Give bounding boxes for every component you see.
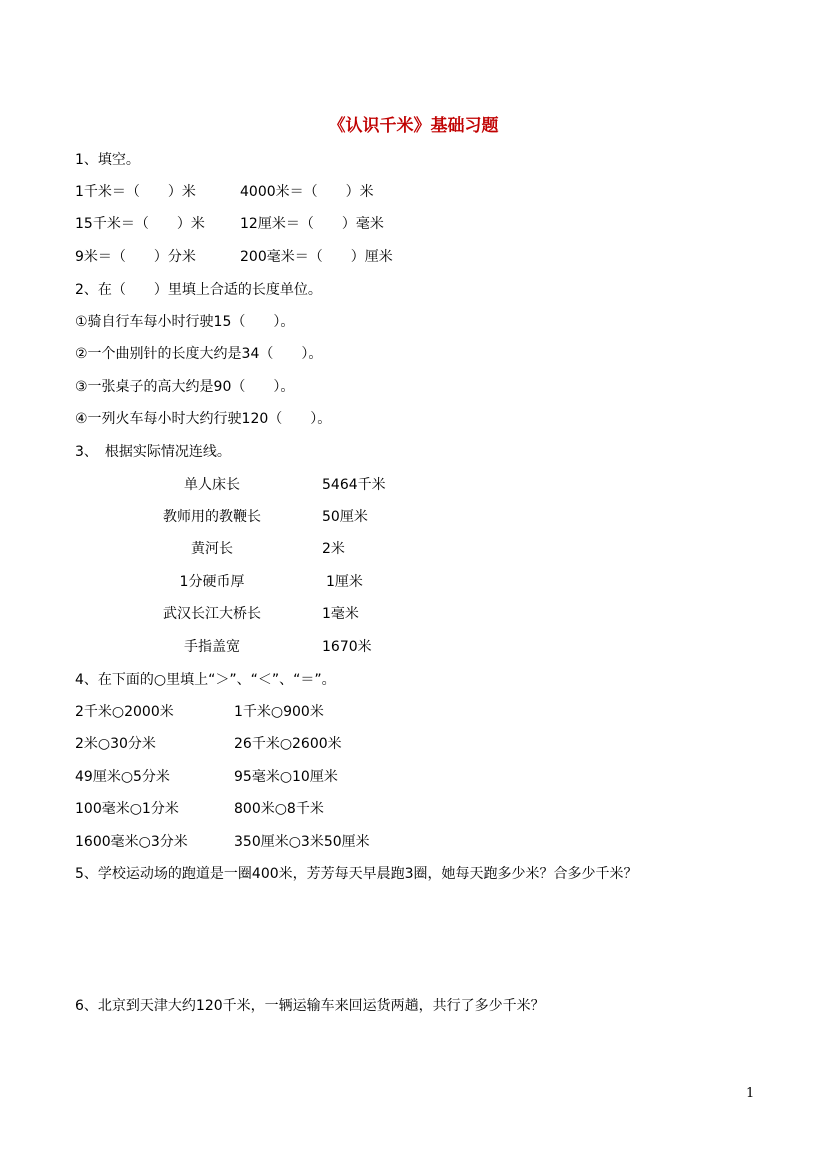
q1-row3-right: 200毫米＝（ ）厘米 (240, 249, 393, 265)
page-title: 《认识千米》基础习题 (328, 116, 499, 136)
q6-text: 6、北京到天津大约120千米，一辆运输车来回运货两趟，共行了多少千米？ (75, 998, 545, 1014)
q3-left-2: 教师用的教鞭长 (163, 509, 261, 525)
q3-right-3: 2米 (322, 541, 345, 557)
q4-row5-left: 1600毫米○3分米 (75, 834, 188, 850)
q3-right-4: 1厘米 (326, 574, 363, 590)
q4-row4-left: 100毫米○1分米 (75, 801, 179, 817)
q4-row1-left: 2千米○2000米 (75, 704, 174, 720)
q4-heading: 4、在下面的○里填上“＞”、“＜”、“＝”。 (75, 672, 336, 688)
q2-item-1: ①骑自行车每小时行驶15（ ）。 (75, 314, 295, 330)
q3-right-5: 1毫米 (322, 606, 359, 622)
q3-right-6: 1670米 (322, 639, 372, 655)
q3-heading: 3、 根据实际情况连线。 (75, 444, 231, 460)
page-number: 1 (746, 1086, 755, 1101)
q1-row1-right: 4000米＝（ ）米 (240, 184, 374, 200)
q4-row2-left: 2米○30分米 (75, 736, 156, 752)
q2-item-2: ②一个曲别针的长度大约是34（ ）。 (75, 346, 323, 362)
q1-row3-left: 9米＝（ ）分米 (75, 249, 196, 265)
q1-row2-left: 15千米＝（ ）米 (75, 216, 205, 232)
q5-text: 5、学校运动场的跑道是一圈400米，芳芳每天早晨跑3圈，她每天跑多少米？合多少千米？ (75, 866, 638, 882)
q2-item-3: ③一张桌子的高大约是90（ ）。 (75, 379, 295, 395)
q1-row1-left: 1千米＝（ ）米 (75, 184, 196, 200)
q3-left-3: 黄河长 (191, 541, 233, 557)
q1-heading: 1、填空。 (75, 152, 140, 168)
q3-left-1: 单人床长 (184, 477, 240, 493)
q4-row1-right: 1千米○900米 (234, 704, 324, 720)
q3-right-1: 5464千米 (322, 477, 386, 493)
q4-row4-right: 800米○8千米 (234, 801, 324, 817)
q3-right-2: 50厘米 (322, 509, 368, 525)
q2-item-4: ④一列火车每小时大约行驶120（ ）。 (75, 411, 332, 427)
q4-row5-right: 350厘米○3米50厘米 (234, 834, 370, 850)
q4-row3-left: 49厘米○5分米 (75, 769, 170, 785)
q3-left-4: 1分硬币厚 (179, 574, 245, 590)
q3-left-6: 手指盖宽 (184, 639, 240, 655)
q3-left-5: 武汉长江大桥长 (163, 606, 261, 622)
q2-heading: 2、在（ ）里填上合适的长度单位。 (75, 282, 322, 298)
q4-row2-right: 26千米○2600米 (234, 736, 342, 752)
q1-row2-right: 12厘米＝（ ）毫米 (240, 216, 384, 232)
q4-row3-right: 95毫米○10厘米 (234, 769, 338, 785)
